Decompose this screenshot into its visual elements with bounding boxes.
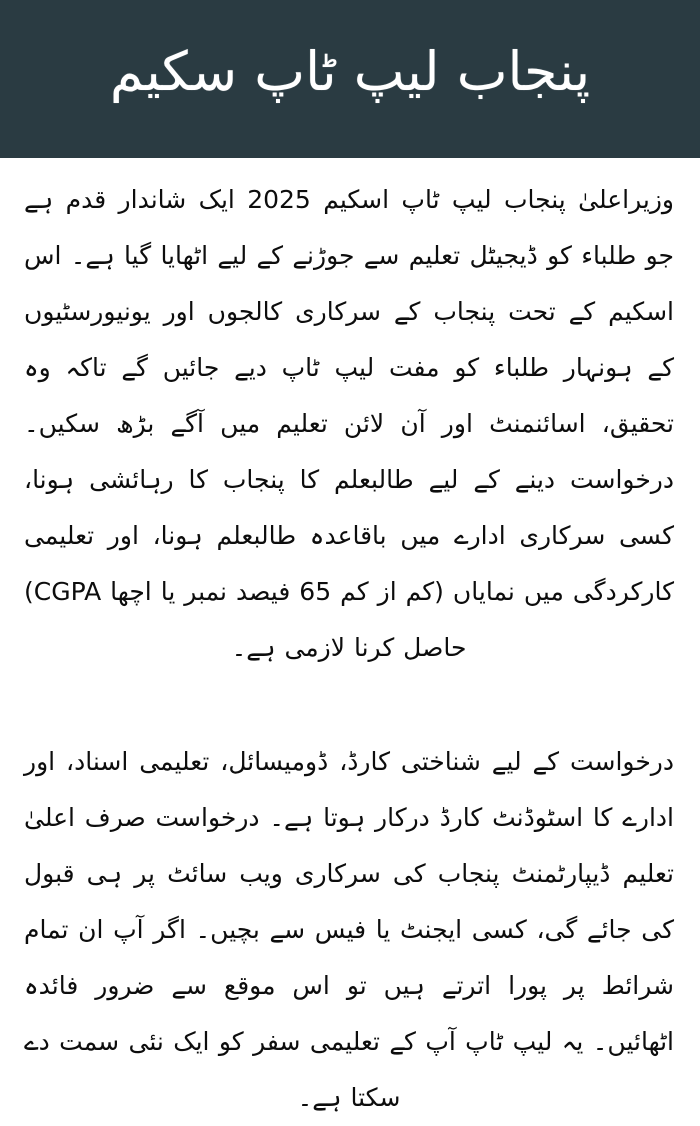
page-title: پنجاب لیپ ٹاپ سکیم [109,39,591,103]
paragraph-documents-and-application: درخواست کے لیے شناختی کارڈ، ڈومیسائل، تعلیمی اسناد، اور ادارے کا اسٹوڈنٹ کارڈ درکار ہوتا ہے۔ درخواست صرف اعلیٰ تعلیم ڈیپارٹمنٹ پنجاب کی سرکاری ویب سائٹ پر ہی قبول کی جائے گی، کسی ایجنٹ یا فیس سے بچیں۔ اگر آپ ان تمام شرائط پر پورا اترتے ہیں تو اس موقع سے ضرور فائدہ اٹھائیں۔ یہ لیپ ٹاپ آپ کے تعلیمی سفر کو ایک نئی سمت دے سکتا ہے۔ [24,747,674,1112]
header-banner [0,0,700,158]
article-body [0,158,700,1126]
paragraph-intro-eligibility: وزیراعلیٰ پنجاب لیپ ٹاپ اسکیم 2025 ایک شاندار قدم ہے جو طلباء کو ڈیجیٹل تعلیم سے جوڑنے کے لیے اٹھایا گیا ہے۔ اس اسکیم کے تحت پنجاب کے سرکاری کالجوں اور یونیورسٹیوں کے ہونہار طلباء کو مفت لیپ ٹاپ دیے جائیں گے تاکہ وہ تحقیق، اسائنمنٹ اور آن لائن تعلیم میں آگے بڑھ سکیں۔ درخواست دینے کے لیے طالبعلم کا پنجاب کا رہائشی ہونا، کسی سرکاری ادارے میں باقاعدہ طالبعلم ہونا، اور تعلیمی کارکردگی میں نمایاں (کم از کم 65 فیصد نمبر یا اچھا CGPA) حاصل کرنا لازمی ہے۔ [24,185,674,662]
